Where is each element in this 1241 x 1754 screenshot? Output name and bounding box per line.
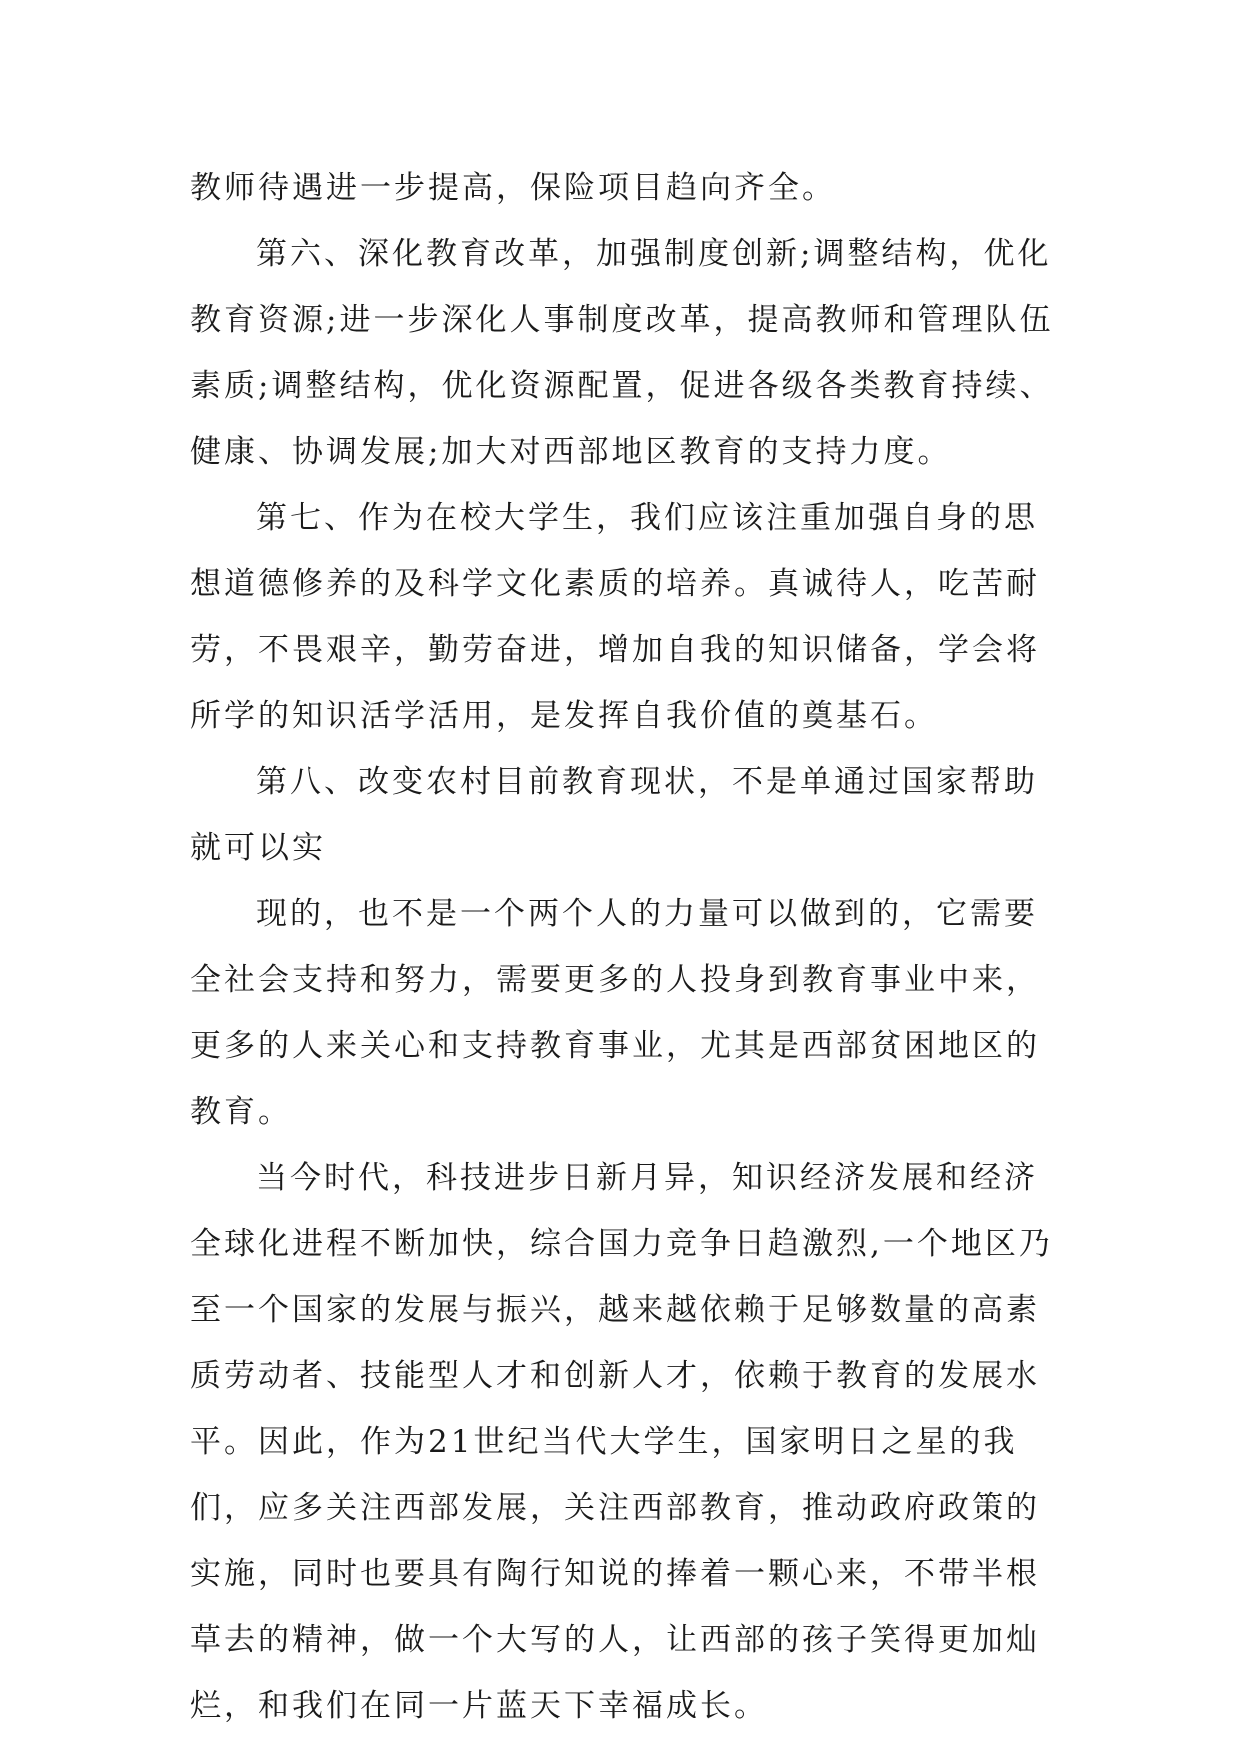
paragraph-point-six: 第六、深化教育改革，加强制度创新;调整结构，优化教育资源;进一步深化人事制度改革，提高教师和管理队伍素质;调整结构，优化资源配置，促进各级各类教育持续、健康、协调发展;加大对西部地区教育的支持力度。 [190,236,1054,470]
paragraph-point-seven: 第七、作为在校大学生，我们应该注重加强自身的思想道德修养的及科学文化素质的培养。真诚待人，吃苦耐劳，不畏艰辛，勤劳奋进，增加自我的知识储备，学会将所学的知识活学活用，是发挥自我价值的奠基石。 [190,500,1040,734]
document-body [190,155,1070,1739]
paragraph-point-eight-continued: 现的，也不是一个两个人的力量可以做到的，它需要全社会支持和努力，需要更多的人投身到教育事业中来，更多的人来关心和支持教育事业，尤其是西部贫困地区的教育。 [190,896,1040,1130]
paragraph-continuation: 教师待遇进一步提高，保险项目趋向齐全。 [190,170,836,206]
paragraph-conclusion: 当今时代，科技进步日新月异，知识经济发展和经济全球化进程不断加快，综合国力竞争日趋激烈,一个地区乃至一个国家的发展与振兴，越来越依赖于足够数量的高素质劳动者、技能型人才和创新人才，依赖于教育的发展水平。因此，作为21世纪当代大学生，国家明日之星的我们，应多关注西部发展，关注西部教育，推动政府政策的实施，同时也要具有陶行知说的捧着一颗心来，不带半根草去的精神，做一个大写的人，让西部的孩子笑得更加灿烂，和我们在同一片蓝天下幸福成长。 [190,1160,1053,1724]
paragraph-point-eight: 第八、改变农村目前教育现状，不是单通过国家帮助就可以实 [190,764,1038,866]
